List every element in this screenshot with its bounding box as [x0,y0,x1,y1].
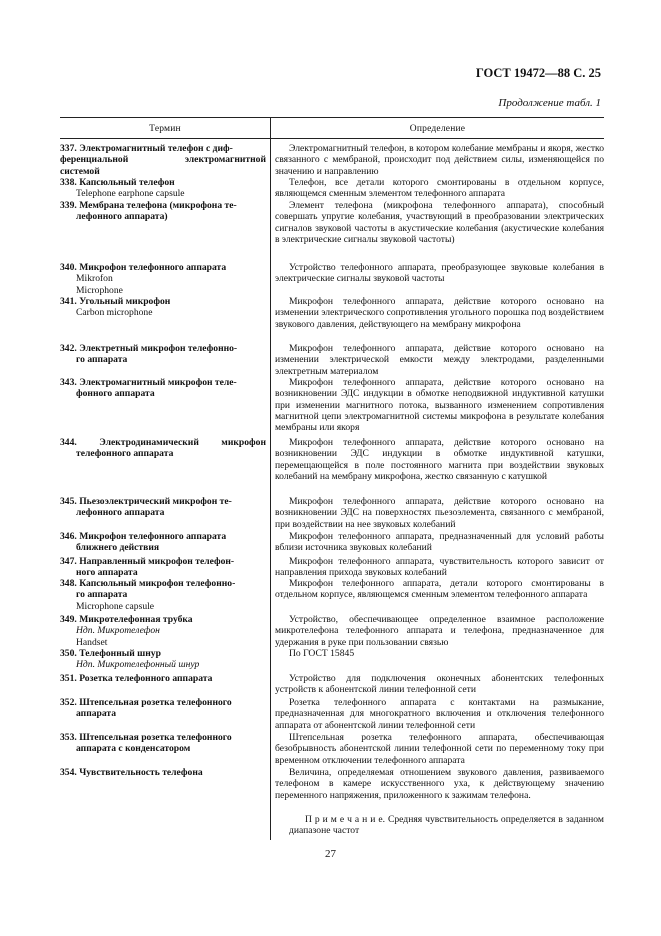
term-cell [60,496,266,519]
term-line: телефонного аппарата [76,448,174,460]
column-header-term: Термин [149,124,181,134]
term-line: 352. Штепсельная розетка телефонного [60,697,232,708]
definition-cell: Телефон, все детали которого смонтированы в отдельном корпусе, являющемся сменным элементом телефонного аппарата [275,177,604,200]
table-top-rule [60,117,604,118]
term-line: 348. Капсюльный микрофон телефонно- [60,578,236,589]
term-cell [60,531,266,554]
term-cell [60,343,266,366]
term-cell [60,296,266,319]
term-cell [60,767,266,778]
term-line: аппарата с конденсатором [76,743,191,755]
term-line: 341. Угольный микрофон [60,296,171,307]
term-cell [60,648,266,671]
term-cell [60,578,266,612]
term-line: 343. Электромагнитный микрофон теле- [60,377,237,388]
definition-cell: Электромагнитный телефон, в котором колебание мембраны и якоря, жестко связанного с мембраной, происходит под действием силы, изменяющейся по значению и направлению [275,143,604,177]
term-line: ференциальной электромагнитной [60,154,266,166]
definition-cell: Штепсельная розетка телефонного аппарата, обеспечивающая безобрывность абонентской линии телефонной сети по переменному току при временном отключении телефонного аппарата [275,732,604,766]
definition-cell: Розетка телефонного аппарата с контактами на размыкание, предназначенная для многократного включения и отключения телефонного аппарата от абонентской линии телефонной сети [275,697,604,731]
term-cell [60,673,266,684]
term-line: аппарата [76,708,117,720]
definition-cell: Микрофон телефонного аппарата, действие которого основано на возникновении ЭДС индукции в обмотке неподвижной индуктивной катушки при изменении магнитного потока, вызванного изменением сопротивления магнитной цепи электромагнитной системы микрофона в результате колебания мембраны или якоря [275,377,604,434]
term-line: 337. Электромагнитный телефон с диф- [60,143,233,154]
definition-cell: Устройство, обеспечивающее определенное взаимное расположение микротелефона телефонного аппарата и телефона, предназначенное для удержания в руке при пользовании связью [275,614,604,648]
term-line: 345. Пьезоэлектрический микрофон те- [60,496,232,507]
term-line: 350. Телефонный шнур [60,648,161,659]
term-line: 339. Мембрана телефона (микрофона те- [60,200,237,211]
term-line: 354. Чувствительность телефона [60,767,203,778]
term-line: го аппарата [76,354,128,366]
term-cell [60,200,266,223]
term-cell [60,143,266,177]
definition-cell: Устройство телефонного аппарата, преобразующее звуковые колебания в электрические сигналы звуковой частоты [275,262,604,285]
term-cell [60,614,266,648]
term-line: ного аппарата [76,567,138,579]
foreign-equivalent: Ндп. Микротелефон [76,625,160,637]
page-number: 27 [325,848,336,860]
term-line: 351. Розетка телефонного аппарата [60,673,213,684]
term-cell [60,732,266,755]
definition-cell: Микрофон телефонного аппарата, действие которого основано на возникновении ЭДС индукции в обмотке индуктивной катушки, перемещающейся в поле постоянного магнита при воздействии звуковых колебаний на мембрану микрофона, жестко связанную с катушкой [275,437,604,482]
term-line: 346. Микрофон телефонного аппарата [60,531,227,542]
foreign-equivalent: Mikrofon [76,273,113,285]
column-header-definition: Определение [409,124,466,134]
term-cell [60,262,266,296]
table-column-divider [270,117,271,840]
term-cell [60,177,266,200]
foreign-equivalent: Microphone capsule [76,600,155,612]
definition-cell: Микрофон телефонного аппарата, действие которого основано на изменении электрического сопротивления угольного порошка под воздействием звукового давления, действующего на мембрану микрофона [275,296,604,330]
foreign-equivalent: Handset [76,636,108,648]
document-header: ГОСТ 19472—88 С. 25 [475,66,601,80]
definition-note: П р и м е ч а н и е. Средняя чувствительность определяется в заданном диапазоне частот [289,814,604,837]
definition-cell: Микрофон телефонного аппарата, предназначенный для условий работы вблизи источника звуковых колебаний [275,531,604,554]
foreign-equivalent: Microphone [76,284,123,296]
term-line: 338. Капсюльный телефон [60,177,175,188]
foreign-equivalent: Ндп. Микротелефонный шнур [76,659,200,671]
term-line: 342. Электретный микрофон телефонно- [60,343,238,354]
term-cell [60,437,266,460]
term-line: лефонного аппарата [76,507,165,519]
term-line: 353. Штепсельная розетка телефонного [60,732,232,743]
definition-cell: Микрофон телефонного аппарата, действие которого основано на возникновении ЭДС на поверхностях пьезоэлемента, связанного с мембраной, при воздействии на нее звуковых колебаний [275,496,604,530]
term-line: 349. Микротелефонная трубка [60,614,193,625]
table-header-rule [60,138,604,139]
definition-cell: Элемент телефона (микрофона телефонного аппарата), способный совершать упругие колебания, участвующий в преобразовании электрических сигналов звуковой частоты в акустические колебания (акустические колебания в электрические сигналы звуковой частоты) [275,200,604,245]
definition-cell: Микрофон телефонного аппарата, действие которого основано на изменении электрической емкости между электродами, разделенными электретным материалом [275,343,604,377]
table-continuation: Продолжение табл. 1 [498,97,601,109]
definition-cell: Величина, определяемая отношением звукового давления, развиваемого телефоном в камере искусственного уха, к действующему значению переменного напряжения, приложенного к зажимам телефона. [275,767,604,801]
term-line: лефонного аппарата) [76,211,168,223]
term-cell [60,556,266,579]
term-cell [60,697,266,720]
definition-cell: По ГОСТ 15845 [289,648,355,659]
definition-cell: Микрофон телефонного аппарата, чувствительность которого зависит от направления прихода звуковых колебаний [275,556,604,579]
term-line: 340. Микрофон телефонного аппарата [60,262,227,273]
foreign-equivalent: Telephone earphone capsule [76,188,185,200]
term-line: системой [60,165,100,177]
term-line: го аппарата [76,589,128,601]
term-line: 344. Электродинамический микрофон [60,437,266,448]
term-line: ближнего действия [76,542,160,554]
term-line: фонного аппарата [76,388,155,400]
term-cell [60,377,266,400]
term-line: 347. Направленный микрофон телефон- [60,556,235,567]
definition-cell: Устройство для подключения оконечных абонентских телефонных устройств к абонентской линии телефонной сети [275,673,604,696]
definition-cell: Микрофон телефонного аппарата, детали которого смонтированы в отдельном корпусе, являющемся сменным элементом телефонного аппарата [275,578,604,601]
foreign-equivalent: Carbon microphone [76,307,153,319]
